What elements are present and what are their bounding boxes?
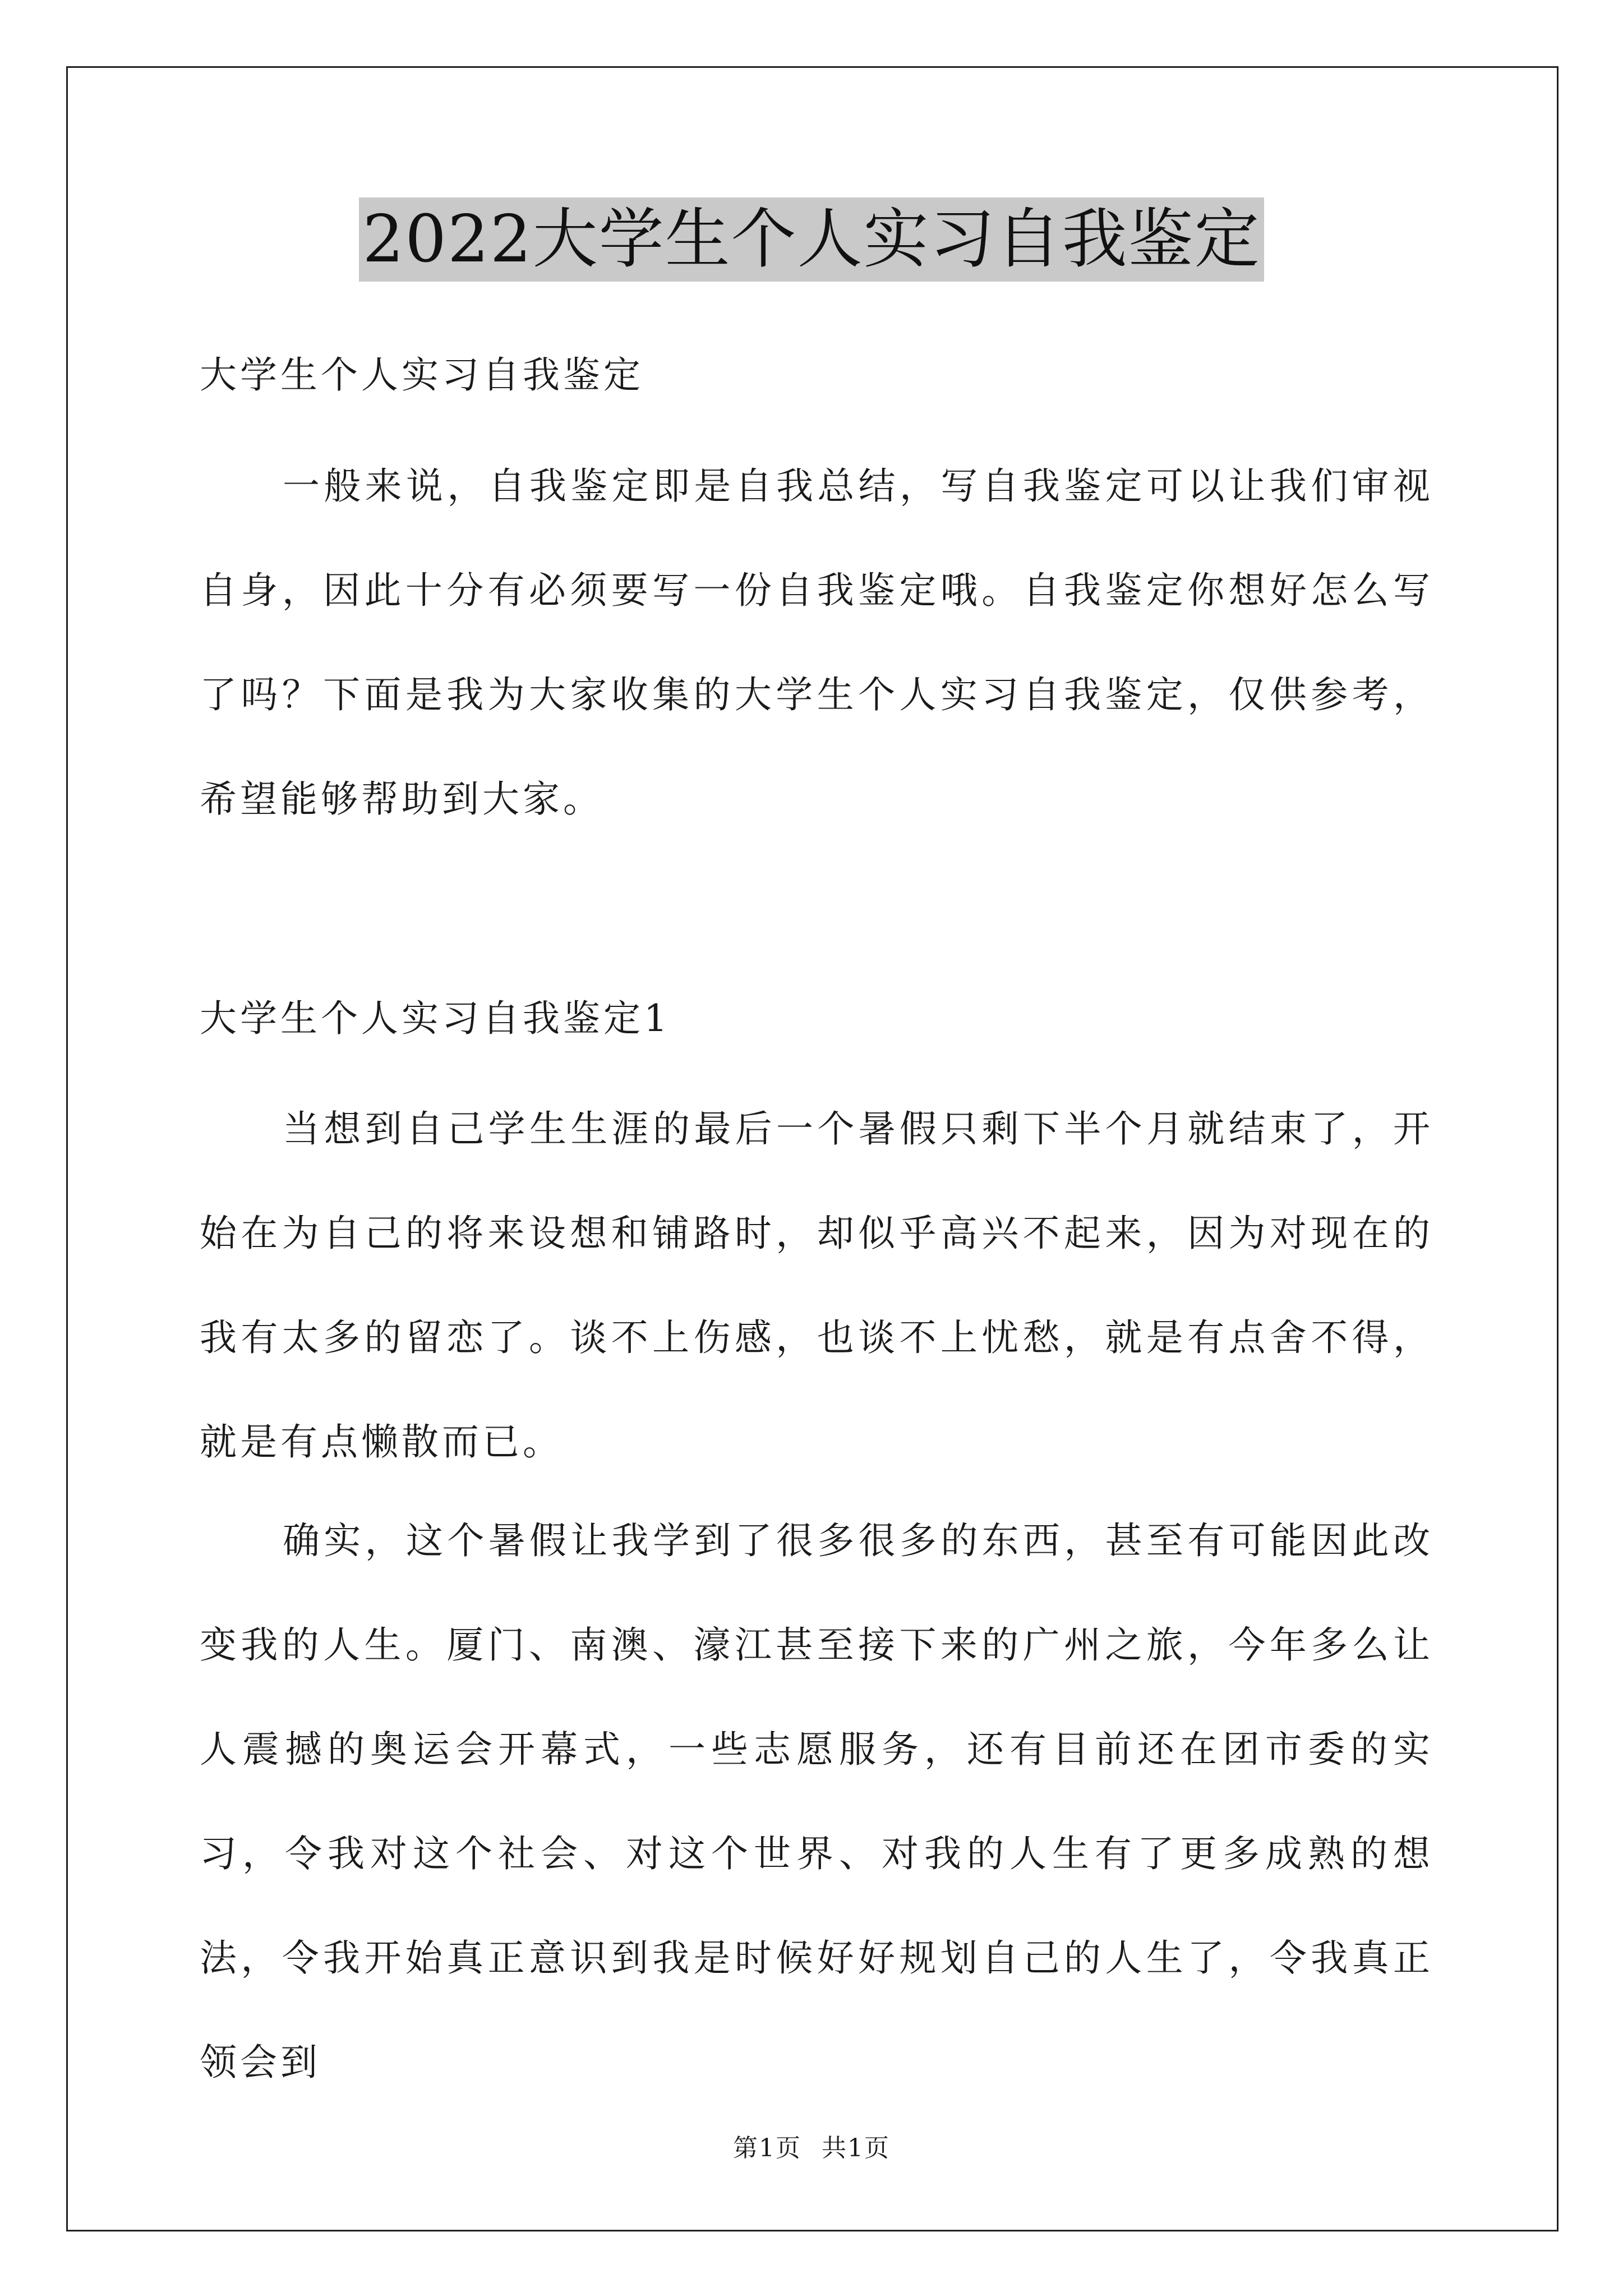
page-footer [0, 2132, 1623, 2165]
intro-paragraph: 一般来说，自我鉴定即是自我总结，写自我鉴定可以让我们审视自身，因此十分有必须要写一份自我鉴定哦。自我鉴定你想好怎么写了吗？下面是我为大家收集的大学生个人实习自我鉴定，仅供参考，希望能够帮助到大家。 [200, 464, 1433, 821]
page-number-current: 第1页 [733, 2134, 801, 2162]
title-container [0, 197, 1623, 282]
document-title: 2022大学生个人实习自我鉴定 [359, 197, 1264, 282]
section1-paragraph-2: 确实，这个暑假让我学到了很多很多的东西，甚至有可能因此改变我的人生。厦门、南澳、濠江甚至接下来的广州之旅，今年多么让人震撼的奥运会开幕式，一些志愿服务，还有目前还在团市委的实习，令我对这个社会、对这个世界、对我的人生有了更多成熟的想法，令我开始真正意识到我是时候好好规划自己的人生了，令我真正领会到 [200, 1519, 1433, 2084]
intro-heading: 大学生个人实习自我鉴定 [200, 353, 644, 397]
section1-heading: 大学生个人实习自我鉴定1 [200, 997, 671, 1040]
section1-paragraph-1: 当想到自己学生生涯的最后一个暑假只剩下半个月就结束了，开始在为自己的将来设想和铺路时，却似乎高兴不起来，因为对现在的我有太多的留恋了。谈不上伤感，也谈不上忧愁，就是有点舍不得，就是有点懒散而已。 [200, 1107, 1433, 1464]
page-number-total: 共1页 [822, 2134, 890, 2162]
